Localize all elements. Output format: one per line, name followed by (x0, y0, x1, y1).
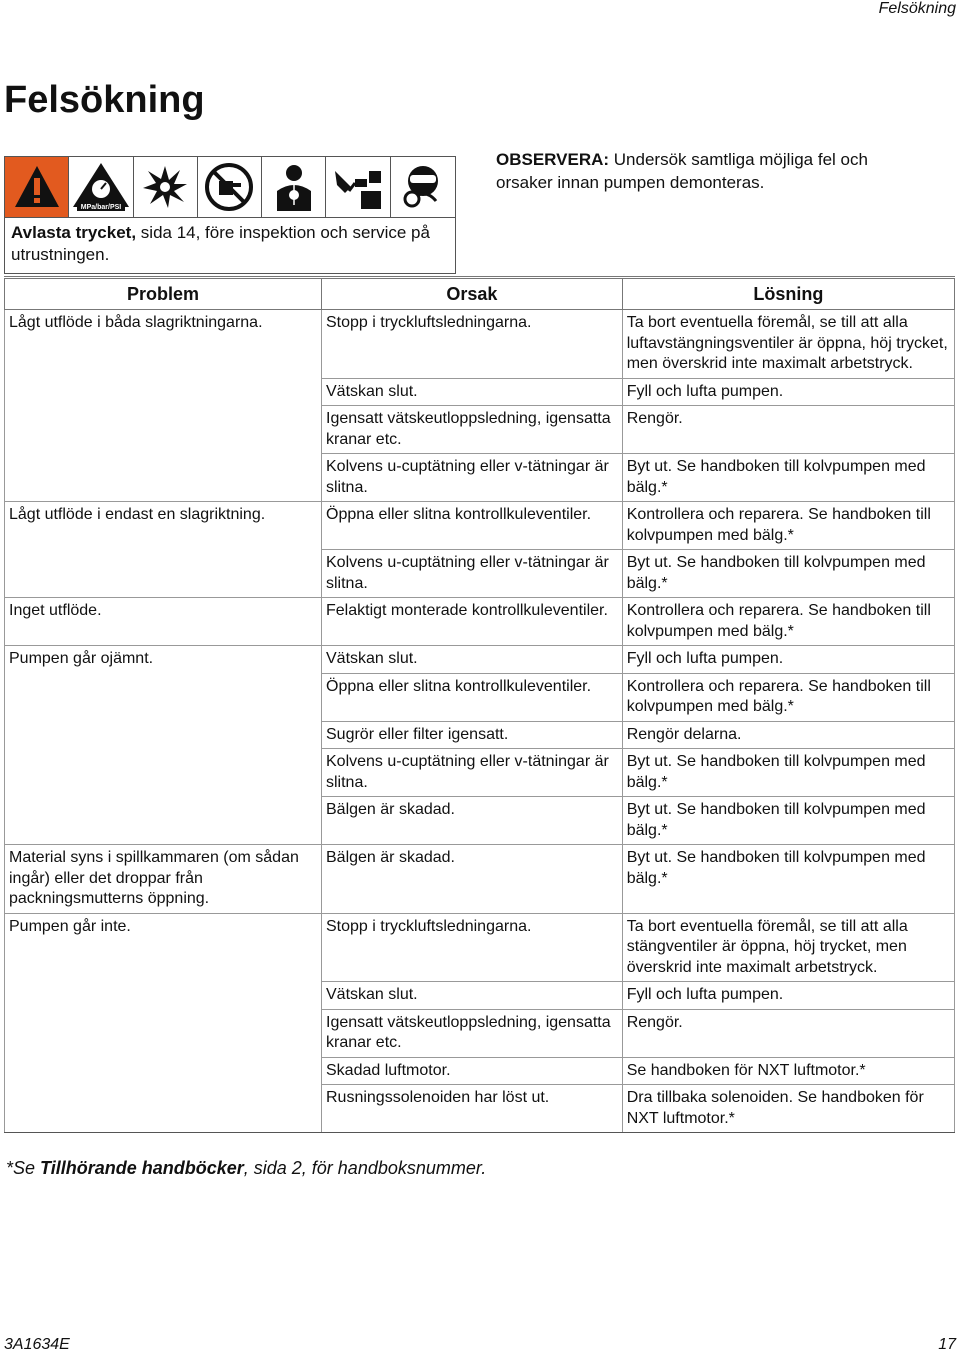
solution-cell: Se handboken för NXT luftmotor.* (622, 1057, 954, 1085)
solution-cell: Byt ut. Se handboken till kolvpumpen med bälg.* (622, 454, 954, 502)
warning-icon-row (5, 157, 455, 218)
cause-cell: Felaktigt monterade kontrollkuleventiler. (322, 598, 623, 646)
table-row (5, 502, 955, 550)
moving-parts-icon (326, 157, 390, 217)
cause-cell: Vätskan slut. (322, 646, 623, 674)
problem-cell (5, 673, 322, 721)
solution-cell: Fyll och lufta pumpen. (622, 646, 954, 674)
problem-cell (5, 749, 322, 797)
solution-cell: Byt ut. Se handboken till kolvpumpen med bälg.* (622, 749, 954, 797)
page-title: Felsökning (4, 79, 205, 121)
footnote-suffix: , sida 2, för handboksnummer. (243, 1158, 487, 1178)
problem-cell (5, 454, 322, 502)
cause-cell: Rusningssolenoiden har löst ut. (322, 1085, 623, 1133)
solution-cell: Byt ut. Se handboken till kolvpumpen med bälg.* (622, 845, 954, 914)
table-row (5, 721, 955, 749)
cause-cell: Vätskan slut. (322, 982, 623, 1010)
solution-cell: Byt ut. Se handboken till kolvpumpen med bälg.* (622, 797, 954, 845)
cause-cell: Kolvens u-cuptätning eller v-tätningar är slitna. (322, 550, 623, 598)
table-row (5, 378, 955, 406)
footnote-prefix: *Se (6, 1158, 41, 1178)
warning-text: sida 14, före inspektion och service på utrustningen. (11, 223, 430, 264)
solution-cell: Rengör. (622, 406, 954, 454)
problem-cell: Material syns i spillkammaren (om sådan ingår) eller det droppar från packningsmutterns öppning. (5, 845, 322, 914)
solution-cell: Ta bort eventuella föremål, se till att alla luftavstängningsventiler är öppna, höj trycket, men överskrid inte maximalt arbetstryck. (622, 310, 954, 379)
troubleshooting-table (4, 276, 955, 1133)
solution-cell: Rengör. (622, 1009, 954, 1057)
pressure-relief-warning (5, 218, 455, 270)
problem-cell: Lågt utflöde i båda slagriktningarna. (5, 310, 322, 379)
warning-triangle-icon (5, 157, 69, 217)
solution-cell: Ta bort eventuella föremål, se till att alla stängventiler är öppna, höj trycket, men överskrid inte maximalt arbetstryck. (622, 913, 954, 982)
observera-label: OBSERVERA: (496, 150, 610, 169)
cause-cell: Kolvens u-cuptätning eller v-tätningar är slitna. (322, 454, 623, 502)
table-row (5, 845, 955, 914)
footnote (6, 1158, 486, 1179)
splash-injury-icon (262, 157, 326, 217)
cause-cell: Sugrör eller filter igensatt. (322, 721, 623, 749)
problem-cell (5, 378, 322, 406)
table-row (5, 646, 955, 674)
table-row (5, 454, 955, 502)
table-row (5, 550, 955, 598)
solution-cell: Fyll och lufta pumpen. (622, 982, 954, 1010)
cause-cell: Skadad luftmotor. (322, 1057, 623, 1085)
problem-cell (5, 550, 322, 598)
pressure-gauge-icon (69, 157, 133, 217)
solution-cell: Kontrollera och reparera. Se handboken till kolvpumpen med bälg.* (622, 673, 954, 721)
problem-cell (5, 982, 322, 1010)
cause-cell: Öppna eller slitna kontrollkuleventiler. (322, 502, 623, 550)
cause-cell: Stopp i tryckluftsledningarna. (322, 310, 623, 379)
footnote-bold: Tillhörande handböcker (40, 1158, 244, 1178)
running-head: Felsökning (878, 0, 956, 17)
solution-cell: Kontrollera och reparera. Se handboken till kolvpumpen med bälg.* (622, 598, 954, 646)
header-cause: Orsak (322, 278, 623, 310)
cause-cell: Bälgen är skadad. (322, 845, 623, 914)
observera-text: Undersök samtliga möjliga fel och orsaker innan pumpen demonteras. (496, 150, 868, 192)
cause-cell: Stopp i tryckluftsledningarna. (322, 913, 623, 982)
problem-cell (5, 1057, 322, 1085)
table-row (5, 1057, 955, 1085)
problem-cell (5, 1009, 322, 1057)
page-number: 17 (938, 1336, 956, 1353)
table-row (5, 982, 955, 1010)
cause-cell: Vätskan slut. (322, 378, 623, 406)
problem-cell: Inget utflöde. (5, 598, 322, 646)
problem-cell (5, 1085, 322, 1133)
table-header-row (5, 278, 955, 310)
cause-cell: Öppna eller slitna kontrollkuleventiler. (322, 673, 623, 721)
table-row (5, 673, 955, 721)
header-solution: Lösning (622, 278, 954, 310)
header-problem: Problem (5, 278, 322, 310)
cause-cell: Kolvens u-cuptätning eller v-tätningar är slitna. (322, 749, 623, 797)
no-touch-icon (198, 157, 262, 217)
cause-cell: Igensatt vätskeutloppsledning, igensatta kranar etc. (322, 406, 623, 454)
table-row (5, 1009, 955, 1057)
problem-cell: Lågt utflöde i endast en slagriktning. (5, 502, 322, 550)
solution-cell: Rengör delarna. (622, 721, 954, 749)
table-row (5, 749, 955, 797)
table-row (5, 310, 955, 379)
problem-cell: Pumpen går ojämnt. (5, 646, 322, 674)
table-row (5, 797, 955, 845)
cause-cell: Igensatt vätskeutloppsledning, igensatta kranar etc. (322, 1009, 623, 1057)
problem-cell (5, 797, 322, 845)
document-number: 3A1634E (4, 1336, 70, 1353)
solution-cell: Byt ut. Se handboken till kolvpumpen med bälg.* (622, 550, 954, 598)
table-row (5, 1085, 955, 1133)
pressure-badge-text: MPa/bar/PSI (80, 204, 122, 211)
cause-cell: Bälgen är skadad. (322, 797, 623, 845)
solution-cell: Fyll och lufta pumpen. (622, 378, 954, 406)
table-row (5, 598, 955, 646)
table-row (5, 913, 955, 982)
explosion-icon (134, 157, 198, 217)
warning-bold-text: Avlasta trycket, (11, 223, 137, 242)
table-row (5, 406, 955, 454)
problem-cell (5, 721, 322, 749)
protective-equipment-icon (391, 157, 455, 217)
solution-cell: Dra tillbaka solenoiden. Se handboken för NXT luftmotor.* (622, 1085, 954, 1133)
solution-cell: Kontrollera och reparera. Se handboken till kolvpumpen med bälg.* (622, 502, 954, 550)
problem-cell (5, 406, 322, 454)
observera-note (496, 148, 916, 194)
problem-cell: Pumpen går inte. (5, 913, 322, 982)
warning-box (4, 156, 456, 274)
